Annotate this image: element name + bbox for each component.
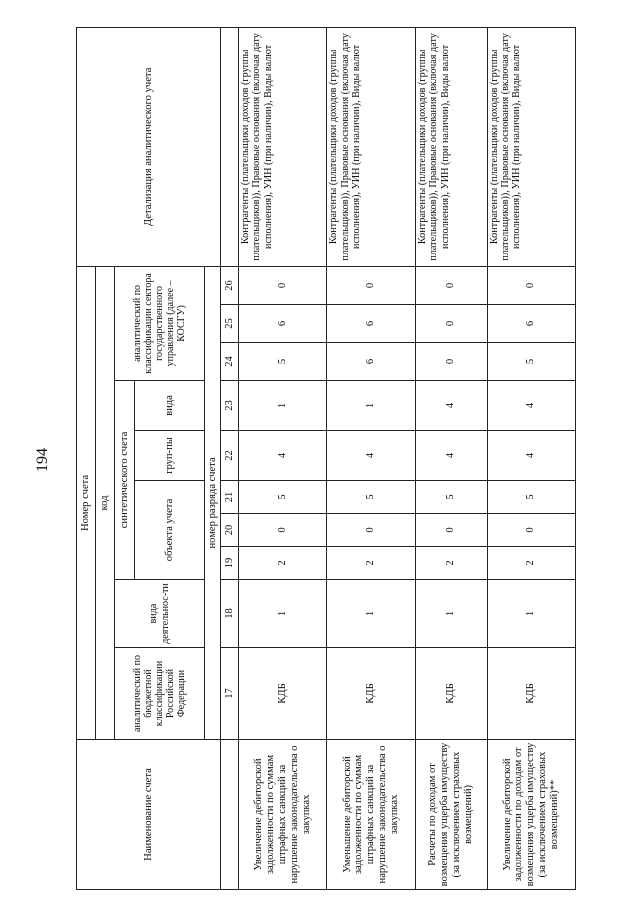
account-name: Уменьшение дебиторской задолженности по суммам штрафных санкций за нарушение законодательства о закупках	[327, 740, 415, 890]
header-code: код	[96, 266, 115, 739]
account-name: Увеличение дебиторской задолженности по суммам штрафных санкций за нарушение законодательства о закупках	[239, 740, 327, 890]
cell-activity-type: 1	[327, 580, 415, 648]
cell-budget-classification: КДБ	[415, 648, 487, 740]
table-row	[487, 27, 575, 889]
column-number: 22	[221, 431, 239, 481]
cell-group: 4	[239, 431, 327, 481]
column-number-empty	[221, 27, 239, 266]
header-name: Наименование счета	[77, 740, 221, 890]
header-object: объекта учета	[135, 481, 205, 580]
cell-group: 4	[415, 431, 487, 481]
account-name: Расчеты по доходам от возмещения ущерба имуществу (за исключением страховых возмещений)	[415, 740, 487, 890]
header-digit-number: номер разряда счета	[205, 266, 221, 739]
cell-budget-classification: КДБ	[327, 648, 415, 740]
cell-kosgu: 5	[239, 343, 327, 381]
column-number-empty	[221, 740, 239, 890]
cell-digit: 2	[487, 547, 575, 580]
column-number: 23	[221, 381, 239, 431]
rotated-page-content	[76, 28, 576, 890]
account-name: Увеличение дебиторской задолженности по доходам от возмещения ущерба имуществу (за исключением страховых возмещений)**	[487, 740, 575, 890]
account-detail: Контрагенты (плательщики доходов (группы плательщиков)), Правовые основания (включая дату исполнения), УИН (при наличии), Виды валют	[487, 27, 575, 266]
column-number: 26	[221, 266, 239, 304]
cell-digit: 2	[327, 547, 415, 580]
column-number: 24	[221, 343, 239, 381]
cell-activity-type: 1	[415, 580, 487, 648]
cell-kind: 4	[415, 381, 487, 431]
cell-budget-classification: КДБ	[239, 648, 327, 740]
cell-digit: 5	[239, 481, 327, 514]
account-detail: Контрагенты (плательщики доходов (группы плательщиков)), Правовые основания (включая дату исполнения), УИН (при наличии), Виды валют	[415, 27, 487, 266]
table-row	[415, 27, 487, 889]
cell-kind: 4	[487, 381, 575, 431]
cell-kosgu: 0	[327, 266, 415, 304]
cell-digit: 0	[327, 514, 415, 547]
header-account-number: Номер счета	[77, 266, 96, 739]
page-number: 194	[34, 448, 51, 472]
header-group: груп-пы	[135, 431, 205, 481]
column-number: 21	[221, 481, 239, 514]
cell-digit: 2	[415, 547, 487, 580]
cell-kosgu: 6	[327, 305, 415, 343]
cell-digit: 2	[239, 547, 327, 580]
cell-group: 4	[487, 431, 575, 481]
column-number: 17	[221, 648, 239, 740]
column-number: 25	[221, 305, 239, 343]
header-activity-type: вида деятельнос-ти	[115, 580, 205, 648]
cell-kosgu: 6	[327, 343, 415, 381]
header-kosgu: аналитический по классификации сектора государственного управления (далее – КОСГУ)	[115, 266, 205, 380]
cell-activity-type: 1	[239, 580, 327, 648]
cell-kind: 1	[239, 381, 327, 431]
cell-kosgu: 5	[487, 343, 575, 381]
cell-budget-classification: КДБ	[487, 648, 575, 740]
cell-kosgu: 0	[487, 266, 575, 304]
header-kind: вида	[135, 381, 205, 431]
cell-kosgu: 0	[415, 343, 487, 381]
cell-digit: 0	[239, 514, 327, 547]
cell-digit: 5	[415, 481, 487, 514]
account-detail: Контрагенты (плательщики доходов (группы плательщиков)), Правовые основания (включая дату исполнения), УИН (при наличии), Виды валют	[327, 27, 415, 266]
table-row	[327, 27, 415, 889]
accounts-table	[76, 27, 576, 890]
cell-digit: 0	[487, 514, 575, 547]
cell-digit: 5	[487, 481, 575, 514]
column-number: 18	[221, 580, 239, 648]
cell-kosgu: 0	[415, 305, 487, 343]
cell-kosgu: 0	[239, 266, 327, 304]
header-synthetic: синтетического счета	[115, 381, 135, 580]
cell-kind: 1	[327, 381, 415, 431]
cell-kosgu: 6	[239, 305, 327, 343]
account-detail: Контрагенты (плательщики доходов (группы плательщиков)), Правовые основания (включая дату исполнения), УИН (при наличии), Виды валют	[239, 27, 327, 266]
column-numbers-row	[221, 27, 239, 889]
cell-group: 4	[327, 431, 415, 481]
cell-kosgu: 0	[415, 266, 487, 304]
column-number: 20	[221, 514, 239, 547]
header-budget-classification: аналитический по бюджетной классификации Российской Федерации	[115, 648, 205, 740]
column-number: 19	[221, 547, 239, 580]
cell-digit: 5	[327, 481, 415, 514]
table-row	[239, 27, 327, 889]
cell-kosgu: 6	[487, 305, 575, 343]
cell-activity-type: 1	[487, 580, 575, 648]
header-detail: Детализация аналитического учета	[77, 27, 221, 266]
cell-digit: 0	[415, 514, 487, 547]
